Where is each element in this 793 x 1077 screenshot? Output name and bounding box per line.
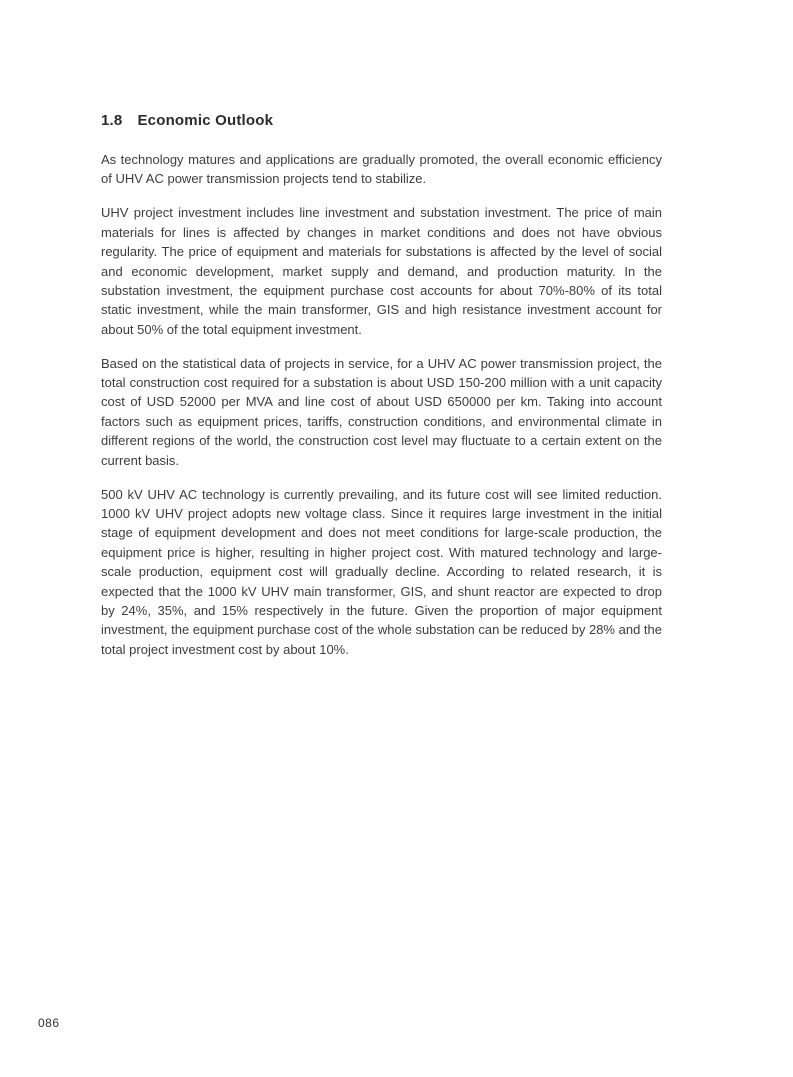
section-number: 1.8 [101,112,123,129]
paragraph-investment: UHV project investment includes line investment and substation investment. The price of main materials for lines is affected by changes in market conditions and does not have obvious regularity. The price of equipment and materials for substations is affected by the level of social and economic development, market supply and demand, and production maturity. In the substation investment, the equipment purchase cost accounts for about 70%-80% of its total static investment, while the main transformer, GIS and high resistance investment account for about 50% of the total equipment investment. [101,205,662,337]
body-text [101,150,662,659]
paragraph-intro: As technology matures and applications are gradually promoted, the overall economic efficiency of UHV AC power transmission projects tend to stabilize. [101,152,662,187]
paragraph-construction-cost: Based on the statistical data of projects in service, for a UHV AC power transmission project, the total construction cost required for a substation is about USD 150-200 million with a unit capacity cost of USD 52000 per MVA and line cost of about USD 650000 per km. Taking into account factors such as equipment prices, tariffs, construction conditions, and environmental climate in different regions of the world, the construction cost level may fluctuate to a certain extent on the current basis. [101,355,662,468]
paragraph-future-cost: 500 kV UHV AC technology is currently prevailing, and its future cost will see limited reduction. 1000 kV UHV project adopts new voltage class. Since it requires large investment in the initial stage of equipment development and does not meet conditions for large-scale production, the equipment price is higher, resulting in higher project cost. With matured technology and large-scale production, equipment cost will gradually decline. According to related research, it is expected that the 1000 kV UHV main transformer, GIS, and shunt reactor are expected to drop by 24%, 35%, and 15% respectively in the future. Given the proportion of major equipment investment, the equipment purchase cost of the whole substation can be reduced by 28% and the total project investment cost by about 10%. [101,486,662,657]
content-column [101,112,662,659]
section-title: Economic Outlook [137,112,274,129]
page-number: 086 [38,1016,60,1030]
section-heading [101,112,662,129]
